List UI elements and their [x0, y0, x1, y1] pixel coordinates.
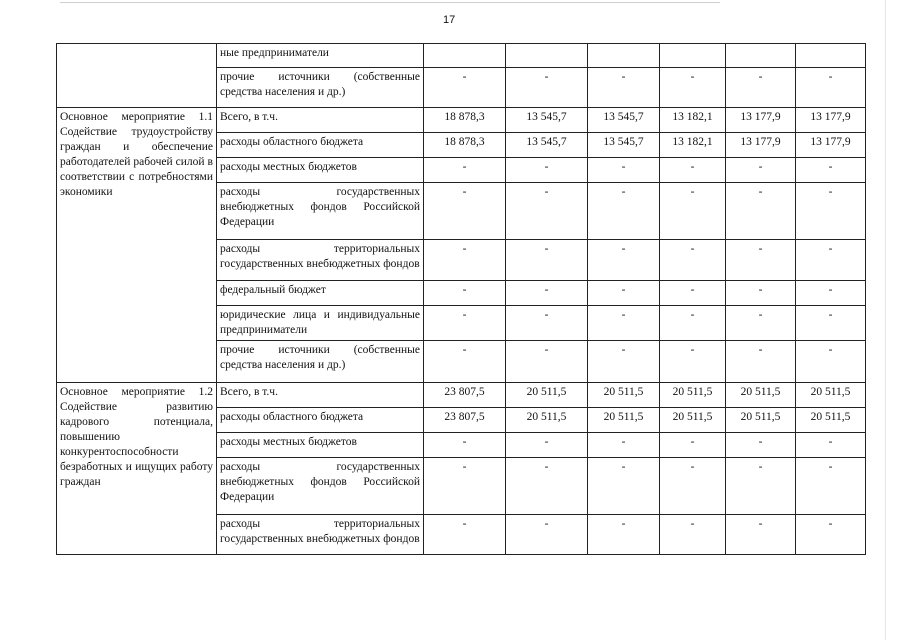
amount-cell: - [588, 306, 660, 341]
activity-cell: Основное мероприятие 1.1 Содействие трудоустройству граждан и обеспечение работодателей рабочей силой в соответствии с потребностями экономики [57, 108, 217, 383]
amount-cell: - [796, 240, 866, 281]
scan-edge-line [60, 2, 720, 3]
amount-cell: 13 177,9 [726, 133, 796, 158]
funding-source-cell: прочие источники (собственные средства населения и др.) [217, 341, 424, 383]
amount-cell: - [726, 240, 796, 281]
amount-cell: - [796, 306, 866, 341]
amount-cell: - [424, 433, 506, 458]
activity-cell: Основное мероприятие 1.2 Содействие развитию кадрового потенциала, повышению конкурентоспособности безработных и ищущих работу граждан [57, 383, 217, 555]
amount-cell: - [588, 281, 660, 306]
amount-cell: - [726, 515, 796, 555]
funding-source-cell: расходы областного бюджета [217, 133, 424, 158]
amount-cell: - [506, 281, 588, 306]
amount-cell: 20 511,5 [588, 408, 660, 433]
amount-cell: 23 807,5 [424, 383, 506, 408]
amount-cell: 13 177,9 [796, 133, 866, 158]
funding-source-cell: расходы местных бюджетов [217, 158, 424, 183]
amount-cell: - [424, 68, 506, 108]
activity-cell [57, 44, 217, 108]
amount-cell: - [506, 458, 588, 515]
amount-cell: - [660, 341, 726, 383]
amount-cell: - [660, 68, 726, 108]
amount-cell: 20 511,5 [660, 383, 726, 408]
amount-cell: 13 545,7 [588, 108, 660, 133]
amount-cell: - [660, 183, 726, 240]
table-row [57, 108, 866, 133]
amount-cell: - [726, 281, 796, 306]
amount-cell: 13 182,1 [660, 133, 726, 158]
amount-cell: - [588, 515, 660, 555]
amount-cell: 18 878,3 [424, 108, 506, 133]
amount-cell [588, 44, 660, 68]
page-number: 17 [443, 14, 456, 26]
amount-cell: - [588, 433, 660, 458]
amount-cell: - [506, 341, 588, 383]
amount-cell: - [796, 433, 866, 458]
amount-cell: - [796, 68, 866, 108]
table-row [57, 383, 866, 408]
amount-cell: - [726, 458, 796, 515]
amount-cell: - [424, 306, 506, 341]
amount-cell [506, 44, 588, 68]
amount-cell: - [660, 458, 726, 515]
amount-cell: 20 511,5 [588, 383, 660, 408]
funding-source-cell: Всего, в т.ч. [217, 383, 424, 408]
amount-cell: - [796, 341, 866, 383]
amount-cell: 13 545,7 [588, 133, 660, 158]
amount-cell: - [506, 433, 588, 458]
amount-cell: 20 511,5 [506, 383, 588, 408]
amount-cell: 18 878,3 [424, 133, 506, 158]
amount-cell: 13 177,9 [726, 108, 796, 133]
funding-source-cell: федеральный бюджет [217, 281, 424, 306]
amount-cell: - [796, 515, 866, 555]
amount-cell: 13 545,7 [506, 108, 588, 133]
amount-cell: - [588, 68, 660, 108]
amount-cell: 20 511,5 [796, 383, 866, 408]
funding-source-cell: Всего, в т.ч. [217, 108, 424, 133]
amount-cell: - [796, 458, 866, 515]
amount-cell: - [506, 515, 588, 555]
amount-cell: - [588, 341, 660, 383]
amount-cell: - [796, 281, 866, 306]
amount-cell: 20 511,5 [726, 408, 796, 433]
amount-cell: - [726, 433, 796, 458]
amount-cell: - [588, 183, 660, 240]
amount-cell: - [424, 281, 506, 306]
amount-cell: 23 807,5 [424, 408, 506, 433]
amount-cell: 13 177,9 [796, 108, 866, 133]
table-row [57, 44, 866, 68]
amount-cell: - [506, 68, 588, 108]
amount-cell: - [660, 433, 726, 458]
amount-cell: - [726, 158, 796, 183]
amount-cell: - [660, 158, 726, 183]
amount-cell: - [424, 240, 506, 281]
amount-cell: - [660, 281, 726, 306]
funding-source-cell: расходы территориальных государственных внебюджетных фондов [217, 515, 424, 555]
amount-cell: - [506, 306, 588, 341]
amount-cell: - [726, 341, 796, 383]
funding-source-cell: расходы государственных внебюджетных фондов Российской Федерации [217, 183, 424, 240]
funding-table [56, 43, 866, 555]
funding-source-cell: юридические лица и индивидуальные предприниматели [217, 306, 424, 341]
amount-cell: - [506, 240, 588, 281]
amount-cell: - [660, 306, 726, 341]
amount-cell [726, 44, 796, 68]
amount-cell: - [796, 183, 866, 240]
amount-cell [660, 44, 726, 68]
funding-source-cell: расходы местных бюджетов [217, 433, 424, 458]
amount-cell [424, 44, 506, 68]
amount-cell: - [660, 240, 726, 281]
amount-cell: - [588, 240, 660, 281]
amount-cell: 13 545,7 [506, 133, 588, 158]
amount-cell: - [506, 183, 588, 240]
amount-cell: - [506, 158, 588, 183]
funding-source-cell: расходы территориальных государственных внебюджетных фондов [217, 240, 424, 281]
amount-cell: 20 511,5 [726, 383, 796, 408]
amount-cell: - [424, 183, 506, 240]
funding-source-cell: ные предприниматели [217, 44, 424, 68]
amount-cell: - [726, 183, 796, 240]
amount-cell: - [588, 158, 660, 183]
amount-cell: - [424, 158, 506, 183]
amount-cell [796, 44, 866, 68]
amount-cell: 20 511,5 [660, 408, 726, 433]
amount-cell: 13 182,1 [660, 108, 726, 133]
amount-cell: - [660, 515, 726, 555]
funding-source-cell: расходы областного бюджета [217, 408, 424, 433]
amount-cell: - [796, 158, 866, 183]
amount-cell: 20 511,5 [796, 408, 866, 433]
scan-edge-line [885, 0, 886, 640]
amount-cell: - [588, 458, 660, 515]
amount-cell: - [726, 306, 796, 341]
amount-cell: - [424, 515, 506, 555]
funding-source-cell: прочие источники (собственные средства населения и др.) [217, 68, 424, 108]
amount-cell: - [726, 68, 796, 108]
funding-source-cell: расходы государственных внебюджетных фондов Российской Федерации [217, 458, 424, 515]
amount-cell: 20 511,5 [506, 408, 588, 433]
funding-table-body [57, 44, 866, 555]
amount-cell: - [424, 458, 506, 515]
amount-cell: - [424, 341, 506, 383]
